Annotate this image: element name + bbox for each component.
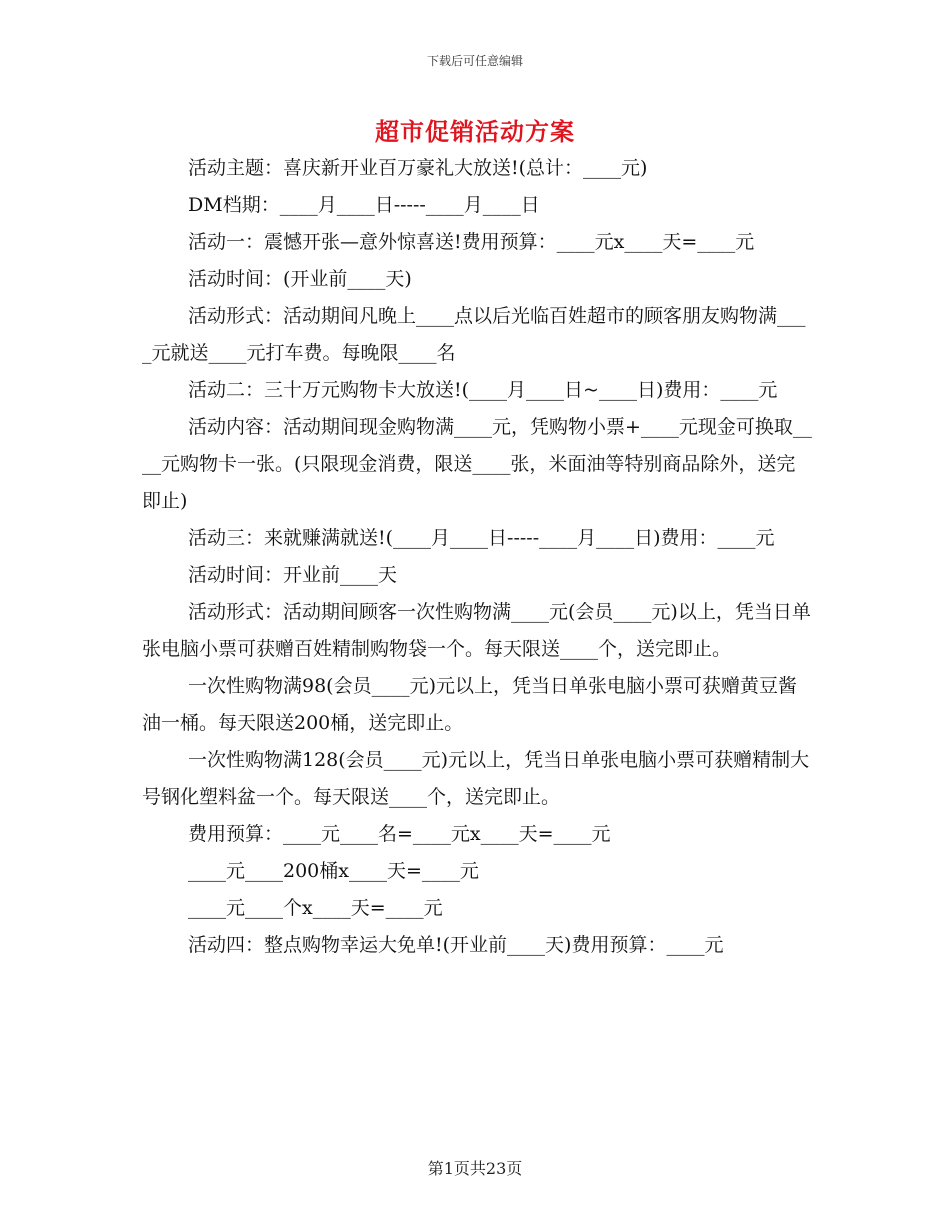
document-title: 超市促销活动方案 [375,117,575,146]
page-footer: 第1页共23页 [427,1159,523,1178]
paragraph-gift-128: 一次性购物满128(会员____元)元以上，凭当日单张电脑小票可获赠精制大号钢化塑料盆一个。每天限送____个，送完即止。 [142,749,810,808]
document-body [142,150,814,964]
paragraph-activity-3: 活动三：来就赚满就送!(____月____日-----____月____日)费用：____元 [188,527,775,549]
paragraph-activity-1-time: 活动时间：(开业前____天) [188,268,412,290]
paragraph-activity-1-form: 活动形式：活动期间凡晚上____点以后光临百姓超市的顾客朋友购物满____元就送____元打车费。每晚限____名 [142,305,806,364]
paragraph-activity-3-time: 活动时间：开业前____天 [188,564,398,586]
paragraph-activity-2: 活动二：三十万元购物卡大放送!(____月____日~____日)费用：____元 [188,379,778,401]
paragraph-dm-schedule: DM档期：____月____日-----____月____日 [188,194,540,216]
paragraph-activity-1: 活动一：震憾开张—意外惊喜送!费用预算：____元x____天=____元 [188,231,755,253]
paragraph-activity-4: 活动四：整点购物幸运大免单!(开业前____天)费用预算：____元 [188,934,724,956]
paragraph-activity-2-content: 活动内容：活动期间现金购物满____元，凭购物小票+____元现金可换取____元购物卡一张。(只限现金消费，限送____张，米面油等特别商品除外，送完即止) [142,416,812,512]
paragraph-budget-3: ____元____个x____天=____元 [188,897,443,919]
paragraph-activity-3-form: 活动形式：活动期间顾客一次性购物满____元(会员____元)以上，凭当日单张电脑小票可获赠百姓精制购物袋一个。每天限送____个，送完即止。 [142,601,811,660]
paragraph-budget-2: ____元____200桶x____天=____元 [188,860,479,882]
paragraph-budget-1: 费用预算：____元____名=____元x____天=____元 [188,823,611,845]
paragraph-theme: 活动主题：喜庆新开业百万豪礼大放送!(总计：____元) [188,157,648,179]
page-header: 下载后可任意编辑 [426,54,523,68]
paragraph-gift-98: 一次性购物满98(会员____元)元以上，凭当日单张电脑小票可获赠黄豆酱油一桶。每天限送200桶，送完即止。 [142,675,798,734]
